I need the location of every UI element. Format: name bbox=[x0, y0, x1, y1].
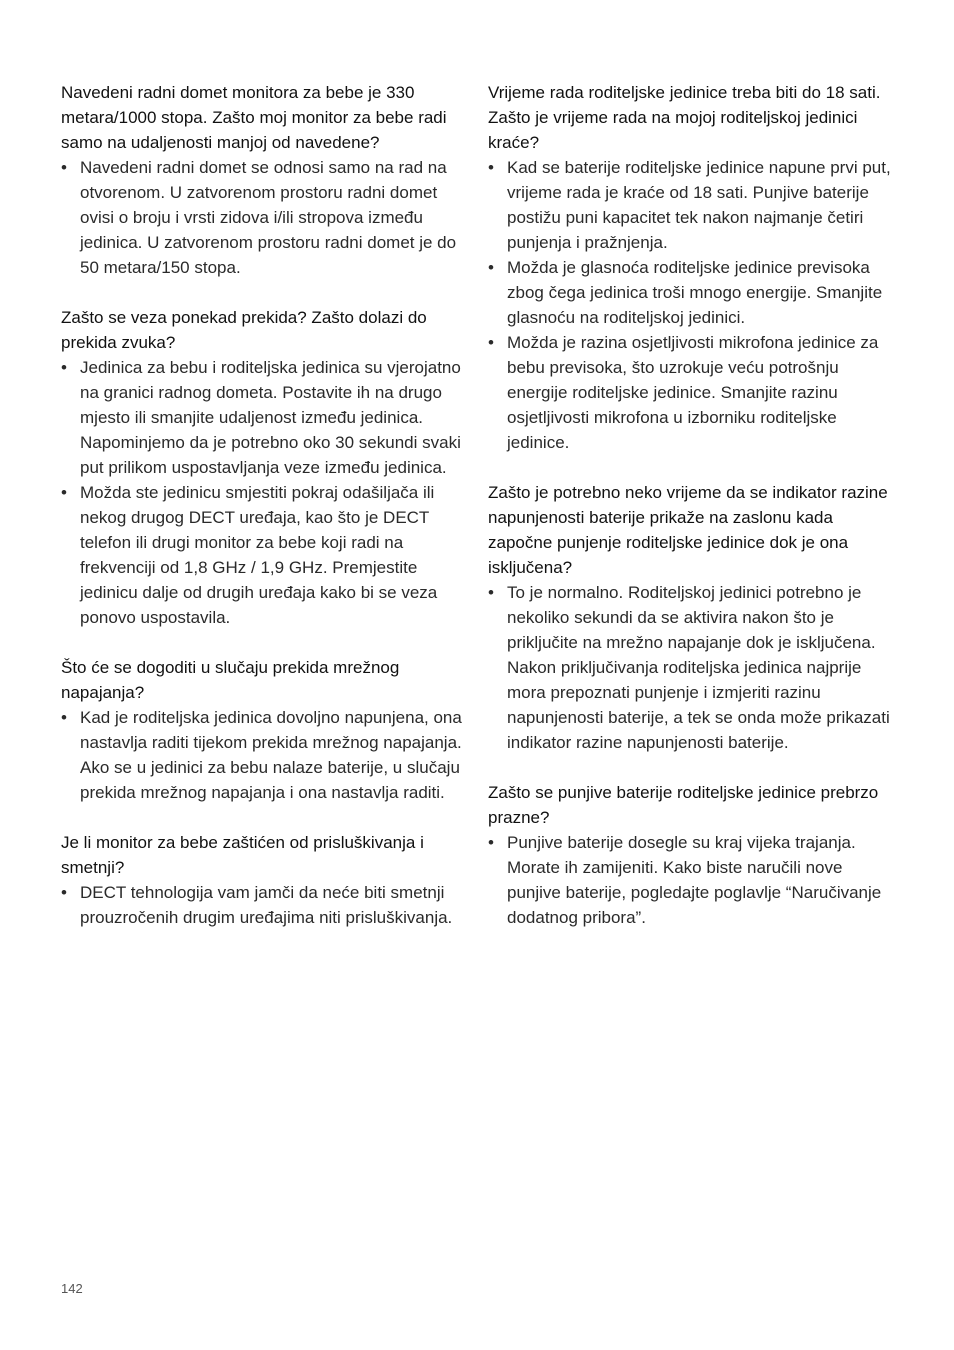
faq-question: Je li monitor za bebe zaštićen od prisluškivanja i smetnji? bbox=[61, 833, 424, 877]
faq-answers bbox=[61, 155, 466, 280]
bullet-icon: • bbox=[488, 158, 494, 177]
faq-answer-item bbox=[488, 255, 898, 330]
bullet-icon: • bbox=[488, 833, 494, 852]
faq-question: Zašto se veza ponekad prekida? Zašto dolazi do prekida zvuka? bbox=[61, 308, 427, 352]
faq-question: Zašto se punjive baterije roditeljske jedinice prebrzo prazne? bbox=[488, 783, 879, 827]
bullet-icon: • bbox=[61, 883, 67, 902]
bullet-icon: • bbox=[61, 358, 67, 377]
faq-answer-text: To je normalno. Roditeljskoj jedinici potrebno je nekoliko sekundi da se aktivira nakon što je priključite na mrežno napajanje dok je isključena. Nakon priključivanja roditeljska jedinica najprije mora prepoznati punjenje i izmjeriti razinu napunjenosti baterije, a tek se onda može prikazati indikator razine napunjenosti baterije. bbox=[507, 583, 890, 752]
faq-answer-text: DECT tehnologija vam jamči da neće biti smetnji prouzročenih drugim uređajima niti prisluškivanja. bbox=[80, 883, 453, 927]
faq-eavesdropping bbox=[61, 830, 466, 930]
faq-operating-time bbox=[488, 80, 898, 455]
faq-answers bbox=[488, 830, 898, 930]
faq-answers bbox=[61, 705, 466, 805]
faq-answer-text: Punjive baterije dosegle su kraj vijeka trajanja. Morate ih zamijeniti. Kako biste naručili nove punjive baterije, pogledajte poglavlje “Naručivanje dodatnog pribora”. bbox=[507, 833, 882, 927]
faq-answer-item bbox=[488, 155, 898, 255]
faq-answer-item bbox=[61, 480, 466, 630]
bullet-icon: • bbox=[488, 333, 494, 352]
faq-answers bbox=[61, 880, 466, 930]
bullet-icon: • bbox=[61, 483, 67, 502]
page-number: 142 bbox=[61, 1281, 83, 1296]
faq-question: Što će se dogoditi u slučaju prekida mrežnog napajanja? bbox=[61, 658, 400, 702]
faq-question: Zašto je potrebno neko vrijeme da se indikator razine napunjenosti baterije prikaže na zaslonu kada započne punjenje roditeljske jedinice dok je ona isključena? bbox=[488, 483, 888, 577]
faq-answer-text: Možda je razina osjetljivosti mikrofona jedinice za bebu previsoka, što uzrokuje veću potrošnju energije roditeljske jedinice. Smanjite razinu osjetljivosti mikrofona u izborniku roditeljske jedinice. bbox=[507, 333, 879, 452]
faq-answer-item bbox=[61, 705, 466, 805]
faq-battery-indicator bbox=[488, 480, 898, 755]
faq-range bbox=[61, 80, 466, 280]
faq-answer-item bbox=[488, 330, 898, 455]
faq-answers bbox=[61, 355, 466, 630]
bullet-icon: • bbox=[61, 708, 67, 727]
bullet-icon: • bbox=[488, 583, 494, 602]
bullet-icon: • bbox=[61, 158, 67, 177]
faq-answers bbox=[488, 155, 898, 455]
faq-connection-drops bbox=[61, 305, 466, 630]
left-column bbox=[61, 80, 466, 955]
faq-power-failure bbox=[61, 655, 466, 805]
faq-question: Navedeni radni domet monitora za bebe je 330 metara/1000 stopa. Zašto moj monitor za bebe radi samo na udaljenosti manjoj od navedene? bbox=[61, 83, 447, 152]
faq-battery-drain bbox=[488, 780, 898, 930]
faq-question: Vrijeme rada roditeljske jedinice treba biti do 18 sati. Zašto je vrijeme rada na mojoj roditeljskoj jedinici kraće? bbox=[488, 83, 881, 152]
faq-answer-item bbox=[61, 155, 466, 280]
faq-answer-text: Možda ste jedinicu smjestiti pokraj odašiljača ili nekog drugog DECT uređaja, kao što je DECT telefon ili drugi monitor za bebe koji radi na frekvenciji od 1,8 GHz / 1,9 GHz. Premjestite jedinicu dalje od drugih uređaja kako bi se veza ponovo uspostavila. bbox=[80, 483, 438, 627]
faq-answer-text: Navedeni radni domet se odnosi samo na rad na otvorenom. U zatvorenom prostoru radni domet ovisi o broju i vrsti zidova i/ili stropova između jedinica. U zatvorenom prostoru radni domet je do 50 metara/150 stopa. bbox=[80, 158, 457, 277]
faq-answer-item bbox=[488, 580, 898, 755]
faq-answer-item bbox=[61, 880, 466, 930]
bullet-icon: • bbox=[488, 258, 494, 277]
faq-answer-text: Jedinica za bebu i roditeljska jedinica su vjerojatno na granici radnog dometa. Postavite ih na drugo mjesto ili smanjite udaljenost između jedinica. Napominjemo da je potrebno oko 30 sekundi svaki put prilikom uspostavljanja veze između jedinica. bbox=[80, 358, 461, 477]
faq-answer-text: Možda je glasnoća roditeljske jedinice previsoka zbog čega jedinica troši mnogo energije. Smanjite glasnoću na roditeljskoj jedinici. bbox=[507, 258, 883, 327]
right-column bbox=[488, 80, 898, 955]
faq-answer-text: Kad je roditeljska jedinica dovoljno napunjena, ona nastavlja raditi tijekom prekida mrežnog napajanja. Ako se u jedinici za bebu nalaze baterije, u slučaju prekida mrežnog napajanja i ona nastavlja raditi. bbox=[80, 708, 462, 802]
faq-answers bbox=[488, 580, 898, 755]
faq-answer-text: Kad se baterije roditeljske jedinice napune prvi put, vrijeme rada je kraće od 18 sati. Punjive baterije postižu puni kapacitet tek nakon najmanje četiri punjenja i pražnjenja. bbox=[507, 158, 891, 252]
faq-answer-item bbox=[61, 355, 466, 480]
faq-answer-item bbox=[488, 830, 898, 930]
